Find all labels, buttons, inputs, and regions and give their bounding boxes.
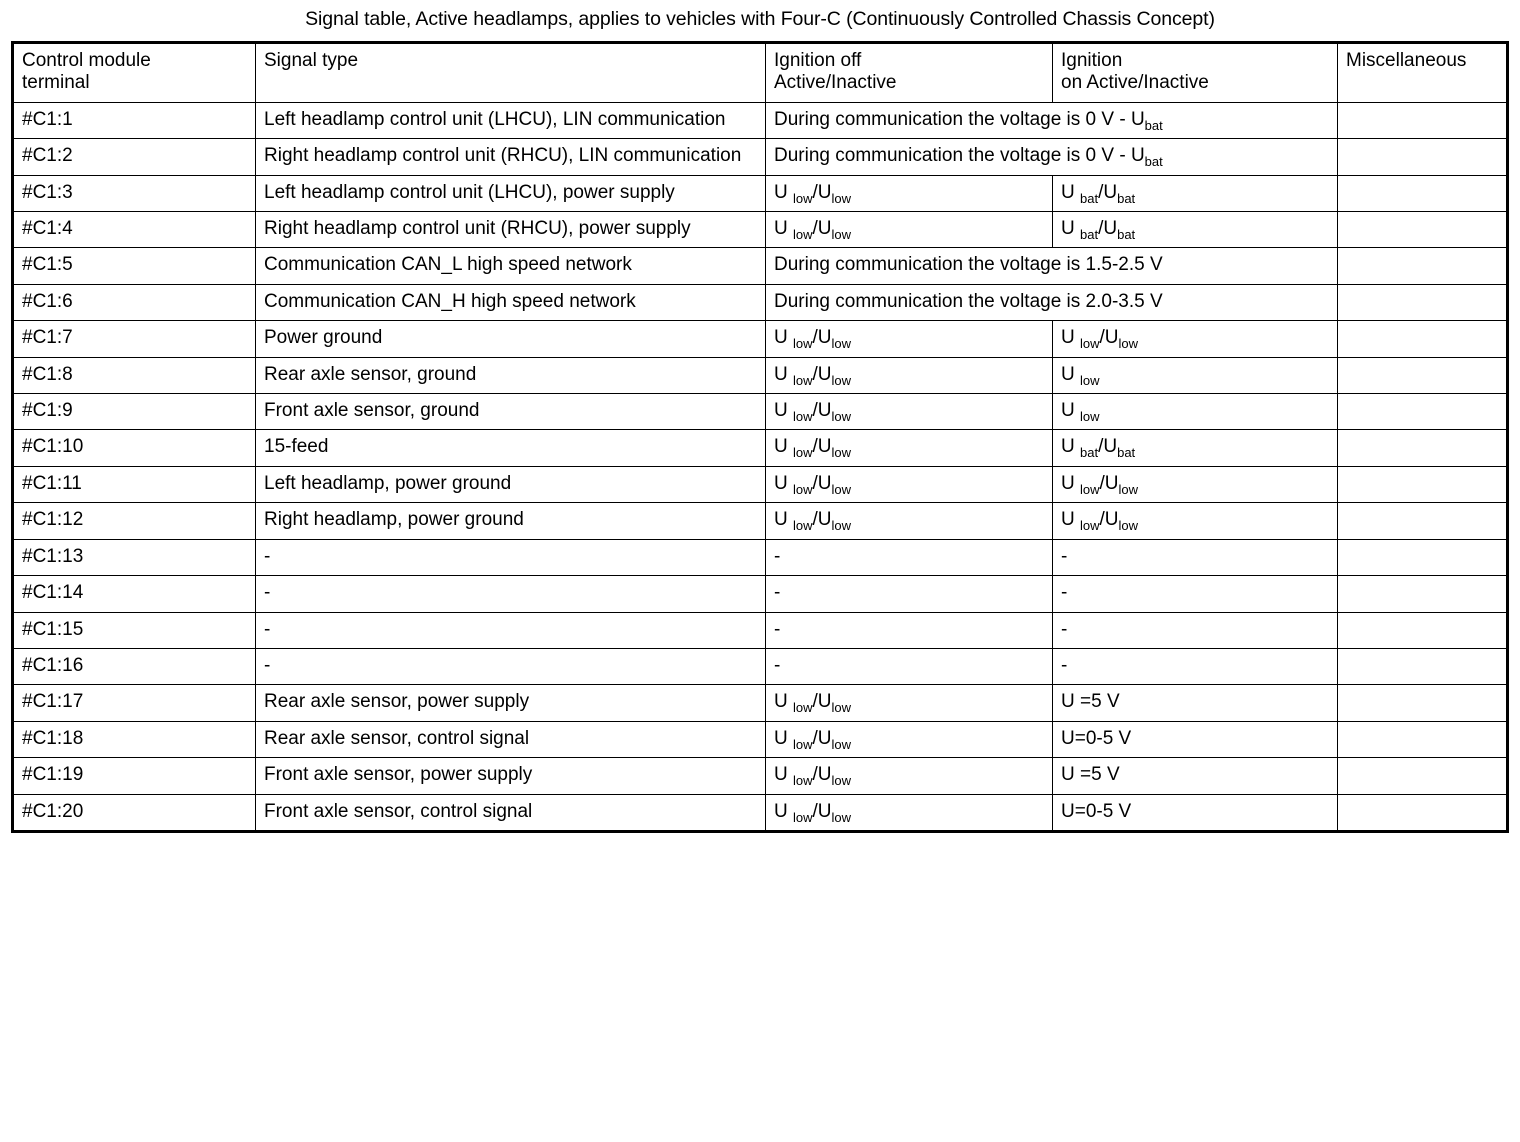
subscript-text: low xyxy=(831,445,852,461)
table-body xyxy=(13,102,1508,831)
table-row xyxy=(13,539,1508,575)
subscript-text: low xyxy=(831,736,852,752)
cell-ignition-off xyxy=(766,212,1053,248)
cell-terminal: #C1:17 xyxy=(13,685,256,721)
value-text: /U xyxy=(812,691,832,713)
cell-terminal: #C1:10 xyxy=(13,430,256,466)
cell-ignition-on xyxy=(1053,430,1338,466)
cell-miscellaneous xyxy=(1338,139,1508,175)
subscript-text: low xyxy=(831,809,852,825)
cell-terminal: #C1:19 xyxy=(13,758,256,794)
table-header-row xyxy=(13,43,1508,103)
cell-miscellaneous xyxy=(1338,503,1508,539)
cell-ignition-off xyxy=(766,394,1053,430)
value-text: U xyxy=(774,436,788,458)
cell-communication-voltage: During communication the voltage is 0 V - $U_{bat}$ xyxy=(766,102,1338,138)
cell-ignition-off xyxy=(766,721,1053,757)
cell-ignition-on xyxy=(1053,758,1338,794)
cell-miscellaneous xyxy=(1338,612,1508,648)
table-row xyxy=(13,794,1508,831)
cell-terminal: #C1:7 xyxy=(13,321,256,357)
cell-terminal: #C1:11 xyxy=(13,466,256,502)
cell-miscellaneous xyxy=(1338,175,1508,211)
cell-ignition-on xyxy=(1053,394,1338,430)
subscript-text: low xyxy=(793,445,813,461)
value-text: U =5 V xyxy=(1061,764,1120,786)
subscript-text: low xyxy=(831,336,852,352)
value-text: /U xyxy=(812,764,832,786)
subscript-text: low xyxy=(1080,372,1100,388)
table-row xyxy=(13,721,1508,757)
table-row xyxy=(13,648,1508,684)
cell-ignition-on xyxy=(1053,503,1338,539)
subscript-text: low xyxy=(793,481,813,497)
cell-terminal: #C1:8 xyxy=(13,357,256,393)
value-text: U xyxy=(1061,400,1075,422)
cell-ignition-off xyxy=(766,648,1053,684)
header-ignition-off xyxy=(766,43,1053,103)
subscript-text: low xyxy=(1118,481,1139,497)
cell-terminal: #C1:5 xyxy=(13,248,256,284)
value-text: U=0-5 V xyxy=(1061,727,1132,749)
subscript-text: low xyxy=(793,408,813,424)
value-text: U xyxy=(1061,436,1075,458)
cell-miscellaneous xyxy=(1338,539,1508,575)
cell-ignition-off xyxy=(766,357,1053,393)
cell-miscellaneous xyxy=(1338,102,1508,138)
cell-ignition-off xyxy=(766,503,1053,539)
value-text: /U xyxy=(812,509,832,531)
value-text: - xyxy=(1061,545,1068,567)
cell-miscellaneous xyxy=(1338,212,1508,248)
subscript-text: low xyxy=(1118,518,1139,534)
value-text: U xyxy=(774,181,788,203)
cell-signal-type: Rear axle sensor, control signal xyxy=(256,721,766,757)
cell-ignition-on xyxy=(1053,212,1338,248)
value-text: U xyxy=(774,218,788,240)
subscript-text: bat xyxy=(1117,445,1136,461)
table-row xyxy=(13,685,1508,721)
subscript-text: low xyxy=(793,518,813,534)
cell-miscellaneous xyxy=(1338,248,1508,284)
subscript-text: bat xyxy=(1117,190,1136,206)
subscript-text: bat xyxy=(1080,190,1099,206)
header-misc-label: Miscellaneous xyxy=(1346,50,1467,71)
table-row xyxy=(13,466,1508,502)
value-text: - xyxy=(774,618,781,640)
cell-miscellaneous xyxy=(1338,430,1508,466)
cell-terminal: #C1:9 xyxy=(13,394,256,430)
header-signal-type xyxy=(256,43,766,103)
cell-terminal: #C1:13 xyxy=(13,539,256,575)
table-row xyxy=(13,102,1508,138)
cell-miscellaneous xyxy=(1338,321,1508,357)
value-text: U xyxy=(774,727,788,749)
cell-terminal: #C1:16 xyxy=(13,648,256,684)
value-text: /U xyxy=(812,363,832,385)
table-row xyxy=(13,284,1508,320)
cell-terminal: #C1:18 xyxy=(13,721,256,757)
subscript-text: low xyxy=(793,736,813,752)
cell-miscellaneous xyxy=(1338,794,1508,831)
subscript-text: low xyxy=(831,518,852,534)
subscript-text: low xyxy=(1080,518,1100,534)
cell-miscellaneous xyxy=(1338,721,1508,757)
cell-ignition-off xyxy=(766,794,1053,831)
cell-terminal: #C1:20 xyxy=(13,794,256,831)
value-text: /U xyxy=(812,181,832,203)
subscript-text: bat xyxy=(1144,117,1163,133)
cell-ignition-off xyxy=(766,612,1053,648)
subscript-text: low xyxy=(1080,408,1100,424)
cell-ignition-on xyxy=(1053,612,1338,648)
subscript-text: low xyxy=(793,372,813,388)
value-text: /U xyxy=(1099,327,1119,349)
cell-terminal: #C1:1 xyxy=(13,102,256,138)
subscript-text: low xyxy=(831,190,852,206)
cell-signal-type: Left headlamp control unit (LHCU), LIN communication xyxy=(256,102,766,138)
cell-signal-type: Right headlamp control unit (RHCU), power supply xyxy=(256,212,766,248)
header-miscellaneous xyxy=(1338,43,1508,103)
cell-signal-type: Rear axle sensor, power supply xyxy=(256,685,766,721)
cell-ignition-off xyxy=(766,321,1053,357)
table-row xyxy=(13,758,1508,794)
cell-ignition-off xyxy=(766,430,1053,466)
table-row xyxy=(13,175,1508,211)
cell-ignition-off xyxy=(766,175,1053,211)
cell-signal-type: Front axle sensor, control signal xyxy=(256,794,766,831)
subscript-text: low xyxy=(831,408,852,424)
cell-terminal: #C1:14 xyxy=(13,576,256,612)
cell-signal-type: Communication CAN_H high speed network xyxy=(256,284,766,320)
subscript-text: low xyxy=(793,809,813,825)
cell-miscellaneous xyxy=(1338,648,1508,684)
page-title: Signal table, Active headlamps, applies to vehicles with Four-C (Continuously Controlled Chassis Concept) xyxy=(305,8,1215,30)
cell-communication-voltage: During communication the voltage is 1.5-2.5 V xyxy=(766,248,1338,284)
header-terminal-label: Control module terminal xyxy=(22,50,151,94)
value-text: U xyxy=(774,472,788,494)
value-text: U xyxy=(1061,472,1075,494)
cell-ignition-on xyxy=(1053,321,1338,357)
cell-miscellaneous xyxy=(1338,576,1508,612)
value-text: - xyxy=(1061,618,1068,640)
value-text: U xyxy=(1061,218,1075,240)
subscript-text: bat xyxy=(1080,445,1099,461)
subscript-text: low xyxy=(831,772,852,788)
subscript-text: low xyxy=(1118,336,1139,352)
value-text: U xyxy=(1061,181,1075,203)
cell-signal-type: - xyxy=(256,612,766,648)
subscript-text: low xyxy=(831,481,852,497)
subscript-text: low xyxy=(831,372,852,388)
subscript-text: bat xyxy=(1080,226,1099,242)
cell-signal-type: - xyxy=(256,539,766,575)
value-text: U xyxy=(1061,327,1075,349)
value-text: U xyxy=(774,400,788,422)
cell-ignition-off xyxy=(766,576,1053,612)
subscript-text: low xyxy=(831,226,852,242)
value-text: /U xyxy=(812,400,832,422)
value-text: U xyxy=(1061,509,1075,531)
value-text: /U xyxy=(1098,181,1118,203)
header-signal-label: Signal type xyxy=(264,50,359,71)
cell-ignition-on xyxy=(1053,648,1338,684)
cell-ignition-on xyxy=(1053,576,1338,612)
cell-terminal: #C1:3 xyxy=(13,175,256,211)
table-row xyxy=(13,503,1508,539)
value-text: - xyxy=(774,545,781,567)
value-text: - xyxy=(774,582,781,604)
value-text: U=0-5 V xyxy=(1061,800,1132,822)
table-row xyxy=(13,394,1508,430)
cell-signal-type: 15-feed xyxy=(256,430,766,466)
cell-ignition-off xyxy=(766,685,1053,721)
cell-signal-type: Power ground xyxy=(256,321,766,357)
value-text: /U xyxy=(812,472,832,494)
cell-signal-type: - xyxy=(256,576,766,612)
cell-ignition-on xyxy=(1053,685,1338,721)
cell-terminal: #C1:2 xyxy=(13,139,256,175)
value-text: U xyxy=(774,327,788,349)
value-text: /U xyxy=(812,800,832,822)
subscript-text: low xyxy=(793,190,813,206)
subscript-text: low xyxy=(831,700,852,716)
header-ignition-on-label: Ignition on Active/Inactive xyxy=(1061,50,1209,94)
table-header xyxy=(13,43,1508,103)
value-text: - xyxy=(1061,582,1068,604)
subscript-text: bat xyxy=(1144,154,1163,170)
cell-terminal: #C1:15 xyxy=(13,612,256,648)
cell-signal-type: - xyxy=(256,648,766,684)
subscript-text: low xyxy=(793,700,813,716)
cell-miscellaneous xyxy=(1338,758,1508,794)
table-row xyxy=(13,430,1508,466)
subscript-text: bat xyxy=(1117,226,1136,242)
value-text: U =5 V xyxy=(1061,691,1120,713)
value-text: U xyxy=(774,800,788,822)
cell-miscellaneous xyxy=(1338,394,1508,430)
value-text: /U xyxy=(1098,436,1118,458)
cell-communication-voltage: During communication the voltage is 0 V - $U_{bat}$ xyxy=(766,139,1338,175)
subscript-text: low xyxy=(1080,336,1100,352)
cell-signal-type: Communication CAN_L high speed network xyxy=(256,248,766,284)
table-row xyxy=(13,139,1508,175)
header-ignition-off-label: Ignition off Active/Inactive xyxy=(774,50,897,94)
cell-signal-type: Rear axle sensor, ground xyxy=(256,357,766,393)
table-row xyxy=(13,612,1508,648)
cell-miscellaneous xyxy=(1338,357,1508,393)
cell-signal-type: Left headlamp control unit (LHCU), power supply xyxy=(256,175,766,211)
cell-ignition-on xyxy=(1053,175,1338,211)
value-text: U xyxy=(1061,363,1075,385)
table-row xyxy=(13,357,1508,393)
cell-terminal: #C1:4 xyxy=(13,212,256,248)
value-text: /U xyxy=(812,327,832,349)
value-text: - xyxy=(1061,654,1068,676)
subscript-text: low xyxy=(1080,481,1100,497)
subscript-text: low xyxy=(793,226,813,242)
cell-ignition-on xyxy=(1053,539,1338,575)
cell-ignition-on xyxy=(1053,466,1338,502)
value-text: U xyxy=(774,691,788,713)
header-ignition-on xyxy=(1053,43,1338,103)
subscript-text: low xyxy=(793,772,813,788)
subscript-text: low xyxy=(793,336,813,352)
value-text: /U xyxy=(812,436,832,458)
value-text: U xyxy=(774,363,788,385)
value-text: - xyxy=(774,654,781,676)
value-text: U xyxy=(774,509,788,531)
cell-signal-type: Left headlamp, power ground xyxy=(256,466,766,502)
value-text: /U xyxy=(1099,509,1119,531)
value-text: /U xyxy=(1099,472,1119,494)
cell-ignition-on xyxy=(1053,357,1338,393)
cell-communication-voltage: During communication the voltage is 2.0-3.5 V xyxy=(766,284,1338,320)
cell-miscellaneous xyxy=(1338,284,1508,320)
cell-terminal: #C1:12 xyxy=(13,503,256,539)
cell-ignition-off xyxy=(766,758,1053,794)
cell-ignition-on xyxy=(1053,721,1338,757)
table-row xyxy=(13,212,1508,248)
signal-table xyxy=(11,41,1509,833)
value-text: /U xyxy=(812,218,832,240)
cell-signal-type: Front axle sensor, power supply xyxy=(256,758,766,794)
cell-miscellaneous xyxy=(1338,466,1508,502)
table-row xyxy=(13,321,1508,357)
table-row xyxy=(13,576,1508,612)
cell-ignition-off xyxy=(766,466,1053,502)
cell-terminal: #C1:6 xyxy=(13,284,256,320)
value-text: U xyxy=(774,764,788,786)
cell-signal-type: Right headlamp control unit (RHCU), LIN communication xyxy=(256,139,766,175)
table-row xyxy=(13,248,1508,284)
cell-miscellaneous xyxy=(1338,685,1508,721)
value-text: /U xyxy=(1098,218,1118,240)
header-control-module-terminal xyxy=(13,43,256,103)
value-text: /U xyxy=(812,727,832,749)
cell-signal-type: Right headlamp, power ground xyxy=(256,503,766,539)
cell-ignition-off xyxy=(766,539,1053,575)
cell-ignition-on xyxy=(1053,794,1338,831)
cell-signal-type: Front axle sensor, ground xyxy=(256,394,766,430)
